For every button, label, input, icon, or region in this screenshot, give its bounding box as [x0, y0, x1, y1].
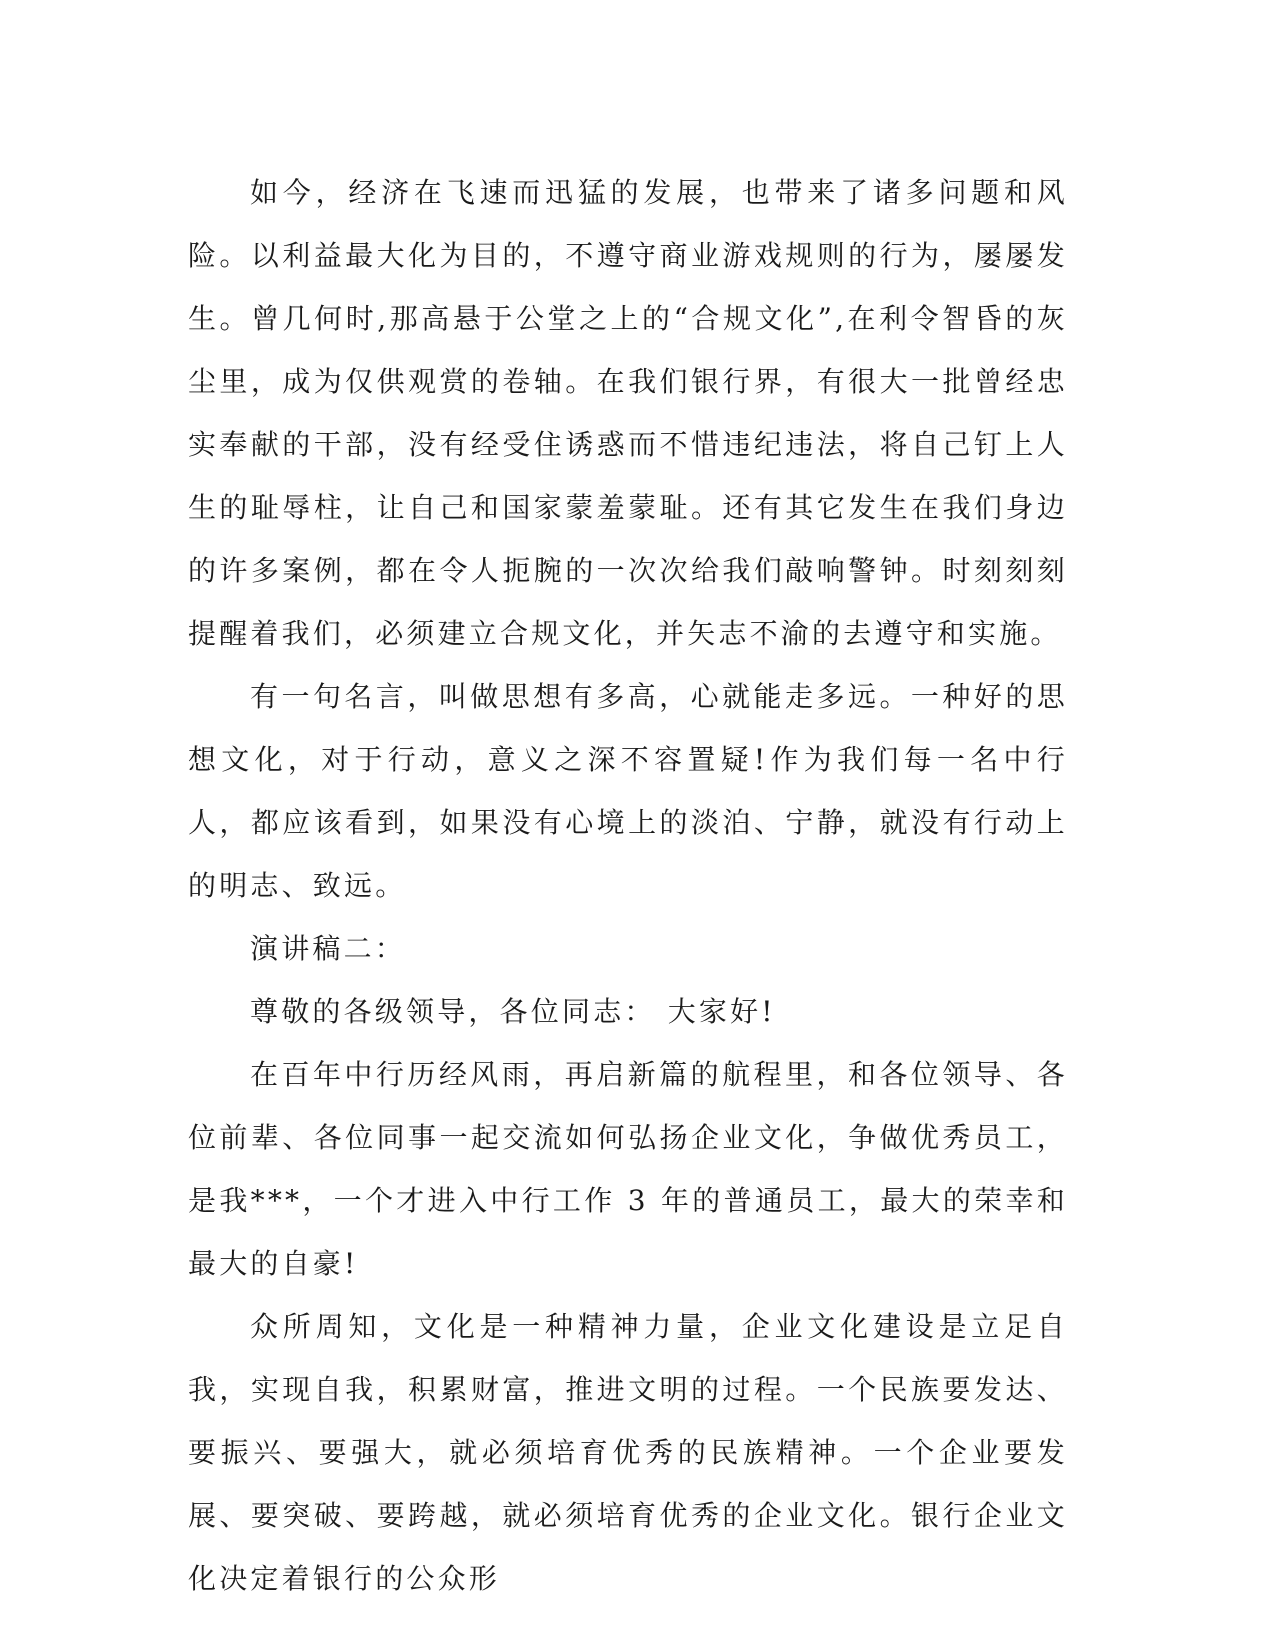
speech-two-heading: 演讲稿二： [250, 932, 407, 965]
document-body [188, 161, 1068, 1610]
paragraph-compliance-culture: 如今，经济在飞速而迅猛的发展，也带来了诸多问题和风险。以利益最大化为目的，不遵守商业游戏规则的行为，屡屡发生。曾几何时,那高悬于公堂之上的“合规文化”,在利令智昏的灰尘里，成为仅供观赏的卷轴。在我们银行界，有很大一批曾经忠实奉献的干部，没有经受住诱惑而不惜违纪违法，将自己钉上人生的耻辱柱，让自己和国家蒙羞蒙耻。还有其它发生在我们身边的许多案例，都在令人扼腕的一次次给我们敲响警钟。时刻刻刻提醒着我们，必须建立合规文化，并矢志不渝的去遵守和实施。 [188, 176, 1068, 650]
paragraph-introduction: 在百年中行历经风雨，再启新篇的航程里，和各位领导、各位前辈、各位同事一起交流如何弘扬企业文化，争做优秀员工，是我***，一个才进入中行工作 3 年的普通员工，最大的荣幸和最大的自豪! [188, 1058, 1068, 1280]
paragraph-corporate-culture: 众所周知，文化是一种精神力量，企业文化建设是立足自我，实现自我，积累财富，推进文明的过程。一个民族要发达、要振兴、要强大，就必须培育优秀的民族精神。一个企业要发展、要突破、要跨越，就必须培育优秀的企业文化。银行企业文化决定着银行的公众形 [188, 1310, 1068, 1595]
paragraph-famous-saying: 有一句名言，叫做思想有多高，心就能走多远。一种好的思想文化，对于行动，意义之深不容置疑!作为我们每一名中行人，都应该看到，如果没有心境上的淡泊、宁静，就没有行动上的明志、致远。 [188, 680, 1068, 902]
salutation: 尊敬的各级领导，各位同志： 大家好! [250, 995, 776, 1028]
